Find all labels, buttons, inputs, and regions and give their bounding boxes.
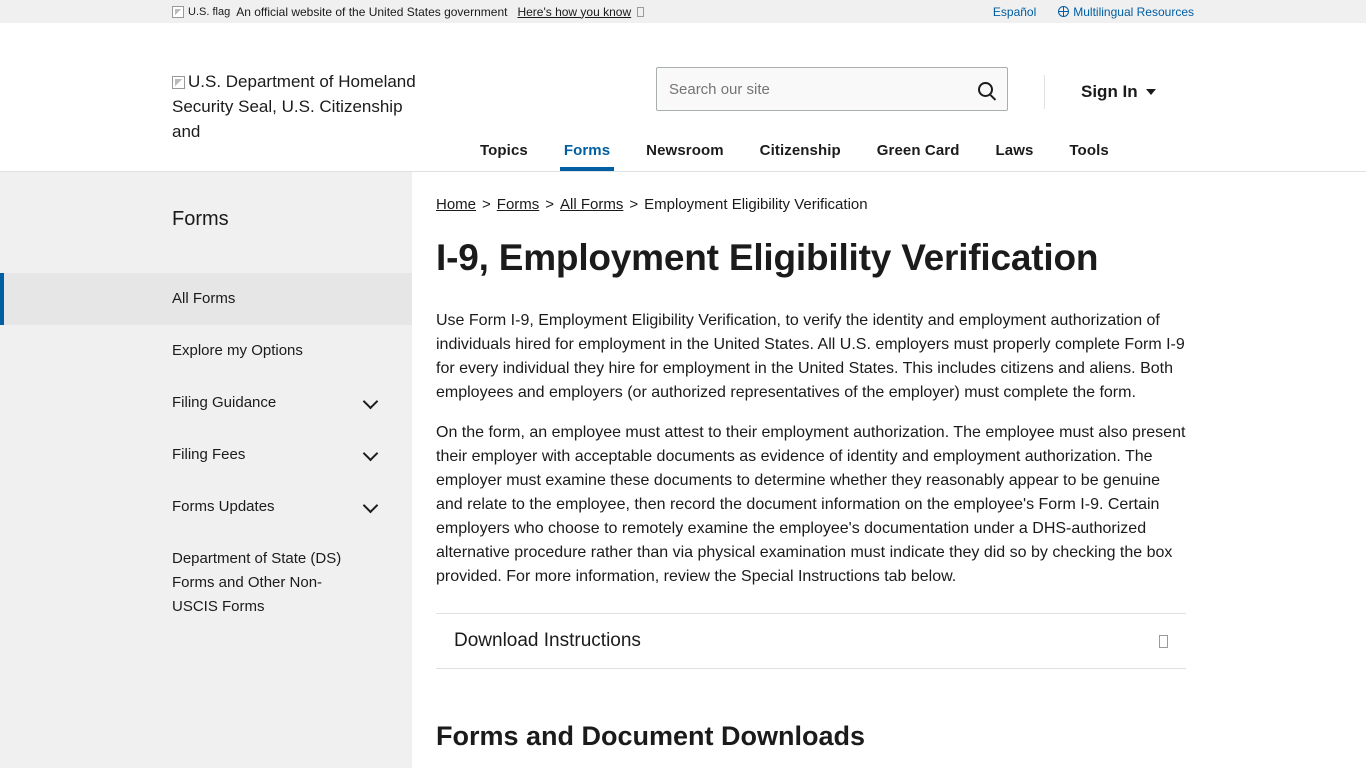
primary-nav — [0, 127, 1366, 171]
chevron-down-icon — [1146, 89, 1156, 95]
section-title-downloads: Forms and Document Downloads — [436, 721, 866, 751]
nav-list — [172, 127, 1194, 171]
sidebar-title: Forms — [172, 208, 229, 230]
search-box[interactable] — [656, 67, 1008, 111]
breadcrumb-separator: > — [629, 196, 639, 213]
nav-item-citizenship[interactable]: Citizenship — [759, 142, 841, 159]
sidebar-item-filing-fees[interactable] — [0, 429, 412, 481]
sidebar-list — [0, 273, 412, 633]
breadcrumb-separator: > — [482, 196, 491, 213]
page-body — [0, 172, 1366, 768]
sidebar — [0, 172, 412, 768]
intro-paragraph-2: On the form, an employee must attest to their employment authorization. The employee must also present their employer with acceptable documents as evidence of identity and employment authorization. The employer must examine these documents to determine whether they reasonably appear to be genuine and relate to the employee, then record the document information on the employee's Form I-9. Certain employers who choose to remotely examine the employee's documentation under a DHS-authorized alternative procedure rather than via physical examination must indicate they did so by checking the box provided. For more information, review the Special Instructions tab below. — [436, 424, 1186, 585]
breadcrumb-separator: > — [545, 196, 555, 213]
multilingual-label: Multilingual Resources — [1073, 4, 1194, 19]
nav-item-topics[interactable]: Topics — [480, 142, 528, 159]
gov-banner-text: An official website of the United States government — [236, 4, 508, 19]
expand-icon[interactable] — [637, 7, 644, 17]
sidebar-item-label: Filing Guidance — [172, 394, 277, 411]
sidebar-item-label: Explore my Options — [172, 342, 303, 359]
sign-in-button[interactable] — [1044, 75, 1156, 109]
sidebar-item-all-forms[interactable] — [0, 273, 412, 325]
nav-item-laws[interactable]: Laws — [995, 142, 1034, 159]
us-flag-image — [172, 6, 230, 18]
how-you-know-link[interactable]: Here's how you know — [517, 4, 632, 19]
multilingual-resources-link[interactable] — [1058, 5, 1194, 19]
gov-banner — [0, 0, 1366, 23]
sidebar-item-label: All Forms — [172, 290, 236, 307]
search-input[interactable] — [657, 81, 963, 98]
sidebar-item-forms-updates[interactable] — [0, 481, 412, 533]
search-icon — [978, 82, 993, 97]
page-title: I-9, Employment Eligibility Verification — [436, 237, 1099, 278]
intro-paragraph-1: Use Form I-9, Employment Eligibility Verification, to verify the identity and employment authorization of individuals hired for employment in the United States. All U.S. employers must properly complete Form I-9 for every individual they hire for employment in the United States. This includes citizens and aliens. Both employees and employers (or authorized representatives of the employer) must complete the form. — [436, 312, 1185, 401]
expand-icon[interactable] — [1159, 635, 1168, 648]
sidebar-item-filing-guidance[interactable] — [0, 377, 412, 429]
logo-alt-text: U.S. Department of Homeland Security Seal, U.S. Citizenship and — [172, 72, 416, 141]
download-instructions-accordion[interactable] — [436, 613, 1186, 669]
sidebar-item-ds-forms[interactable] — [0, 533, 412, 633]
search-button[interactable] — [963, 68, 1007, 110]
chevron-down-icon[interactable] — [363, 498, 379, 514]
breadcrumb-all-forms[interactable]: All Forms — [560, 196, 624, 213]
banner-right-links — [993, 5, 1194, 19]
espanol-link[interactable]: Español — [992, 4, 1037, 19]
us-flag-alt-text: U.S. flag — [188, 5, 231, 18]
globe-icon — [1058, 6, 1069, 17]
accordion-label: Download Instructions — [454, 630, 641, 651]
broken-image-icon — [172, 76, 185, 89]
search-area — [656, 67, 1008, 111]
sidebar-item-label: Department of State (DS) Forms and Other Non-USCIS Forms — [172, 550, 342, 615]
nav-item-tools[interactable]: Tools — [1069, 142, 1109, 159]
nav-item-green-card[interactable]: Green Card — [876, 142, 960, 159]
broken-image-icon — [172, 6, 184, 18]
sidebar-item-explore-my-options[interactable] — [0, 325, 412, 377]
nav-item-newsroom[interactable]: Newsroom — [646, 142, 724, 159]
breadcrumb-forms[interactable]: Forms — [496, 196, 540, 213]
nav-item-forms[interactable]: Forms — [546, 142, 628, 171]
sidebar-item-label: Forms Updates — [172, 498, 275, 515]
sidebar-item-label: Filing Fees — [172, 446, 246, 463]
breadcrumb — [436, 196, 1186, 213]
chevron-down-icon[interactable] — [363, 446, 379, 462]
breadcrumb-home[interactable]: Home — [436, 196, 477, 213]
site-logo[interactable] — [172, 23, 432, 144]
site-header — [0, 23, 1366, 172]
main-content — [412, 172, 1366, 768]
sign-in-label: Sign In — [1081, 82, 1138, 101]
chevron-down-icon[interactable] — [363, 394, 379, 410]
breadcrumb-current: Employment Eligibility Verification — [644, 196, 868, 213]
